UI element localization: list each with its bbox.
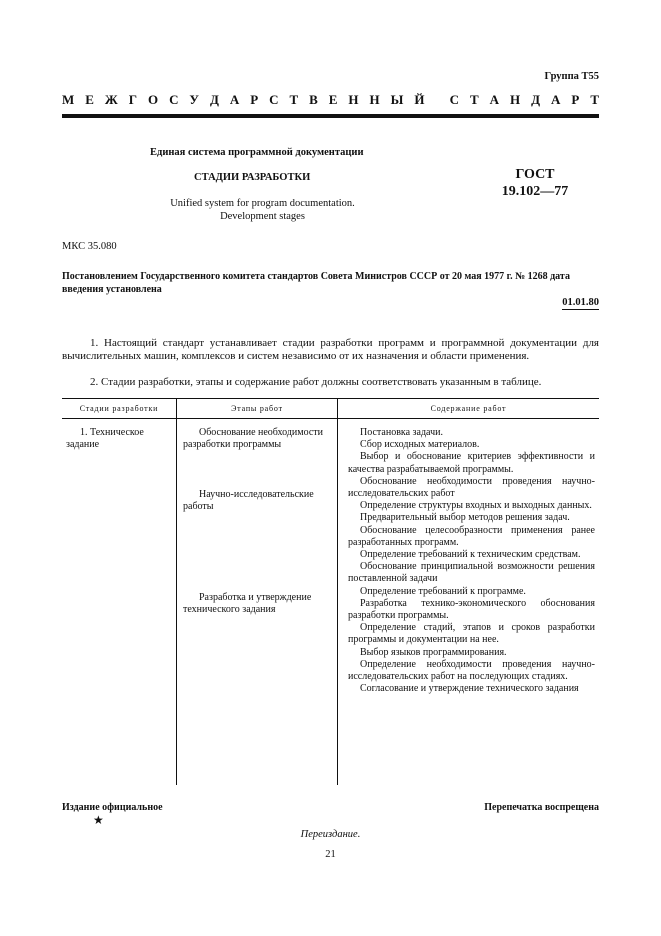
system-name: Единая система программной документации (150, 147, 364, 158)
interstate-standard-heading (62, 92, 599, 108)
english-title-line1: Unified system for program documentation. (170, 198, 355, 209)
decree-text: Постановлением Государственного комитета стандартов Совета Министров СССР от 20 мая 1977 г. № 1268 дата введения установлена (62, 271, 570, 295)
contents-cell (338, 419, 600, 786)
heading-rule (62, 114, 599, 118)
heading-letter: Т (470, 92, 479, 107)
phase-item: Разработка и утверждение технического задания (183, 592, 312, 615)
phase-item: Научно-исследовательские работы (183, 489, 314, 512)
heading-letter: Н (510, 92, 521, 107)
heading-letter: Т (590, 92, 599, 107)
heading-letter: А (551, 92, 561, 107)
content-item: Определение стадий, этапов и сроков разработки программы и документации на нее. (348, 622, 595, 646)
heading-letter: С (169, 92, 179, 107)
heading-letter: О (147, 92, 159, 107)
table-row (62, 419, 599, 786)
content-item: Постановка задачи. (360, 427, 443, 438)
heading-letter: Й (414, 92, 425, 107)
paragraph-2: 2. Стадии разработки, этапы и содержание работ должны соответствовать указанным в таблице. (90, 376, 542, 388)
english-title-line2: Development stages (220, 211, 305, 222)
heading-letter: Г (128, 92, 137, 107)
content-item: Определение требований к техническим средствам. (360, 549, 581, 561)
content-item: Согласование и утверждение технического задания (360, 683, 579, 695)
header-phases: Этапы работ (177, 399, 338, 419)
content-list (338, 419, 599, 695)
english-title (150, 197, 375, 223)
content-item: Сбор исходных материалов. (360, 439, 480, 451)
header-content: Содержание работ (338, 399, 600, 419)
heading-letter: Д (209, 92, 219, 107)
heading-letter (435, 92, 438, 108)
document-title: СТАДИИ РАЗРАБОТКИ (194, 172, 311, 183)
content-item: Разработка технико-экономического обоснования разработки программы. (348, 597, 595, 622)
content-item: Предварительный выбор методов решения задач. (360, 512, 570, 524)
heading-letter: Н (369, 92, 380, 107)
group-code: Группа Т55 (544, 71, 599, 82)
mks-code: МКС 35.080 (62, 241, 117, 252)
heading-letter: Ы (390, 92, 404, 107)
heading-letter: Д (531, 92, 541, 107)
content-item: Определение структуры входных и выходных данных. (360, 500, 592, 512)
gost-label: ГОСТ (515, 167, 555, 182)
heading-letter: Е (328, 92, 338, 107)
page-number: 21 (325, 849, 336, 860)
stages-table (62, 398, 599, 785)
content-item: Выбор языков программирования. (360, 646, 507, 658)
gost-block (480, 166, 590, 200)
heading-letter: Ж (104, 92, 118, 107)
heading-letter: А (229, 92, 240, 107)
effective-date: 01.01.80 (562, 297, 599, 308)
phases-cell (177, 419, 338, 786)
heading-letter: У (189, 92, 199, 107)
reprint-prohibited-note: Перепечатка воспрещена (484, 802, 599, 813)
star-icon: ★ (93, 813, 104, 827)
official-edition-note: Издание официальное (62, 802, 163, 813)
content-item: Определение необходимости проведения научно-исследовательских работ на последующих стадиях. (348, 658, 595, 683)
phase-item: Обоснование необходимости разработки программы (183, 427, 324, 450)
heading-letter: Т (289, 92, 299, 107)
content-item: Обоснование целесообразности применения ранее разработанных программ. (348, 524, 595, 548)
paragraph-1: 1. Настоящий стандарт устанавливает стадии разработки программ и программной документации для вычислительных машин, комплексов и систем независимо от их назначения и области применения. (62, 337, 599, 362)
heading-letter: В (309, 92, 318, 107)
stage-cell (62, 419, 177, 786)
heading-letter: С (269, 92, 279, 107)
heading-letter: С (449, 92, 460, 107)
heading-letter: М (62, 92, 75, 107)
table-header-row (62, 399, 599, 419)
gost-number: 19.102—77 (501, 184, 569, 199)
heading-letter: Н (348, 92, 359, 107)
stage-name: 1. Техническое задание (66, 427, 144, 450)
content-item: Обоснование необходимости проведения научно-исследовательских работ (348, 475, 595, 500)
heading-letter: Е (85, 92, 94, 107)
heading-letter: Р (250, 92, 259, 107)
content-item: Определение требований к программе. (360, 585, 526, 597)
reissue-note: Переиздание. (300, 829, 361, 840)
content-item: Выбор и обоснование критериев эффективности и качества разрабатываемой программы. (348, 451, 595, 475)
content-item: Обоснование принципиальной возможности решения поставленной задачи (348, 561, 595, 585)
heading-letter: Р (571, 92, 580, 107)
header-stages: Стадии разработки (62, 399, 177, 419)
heading-letter: А (489, 92, 500, 107)
